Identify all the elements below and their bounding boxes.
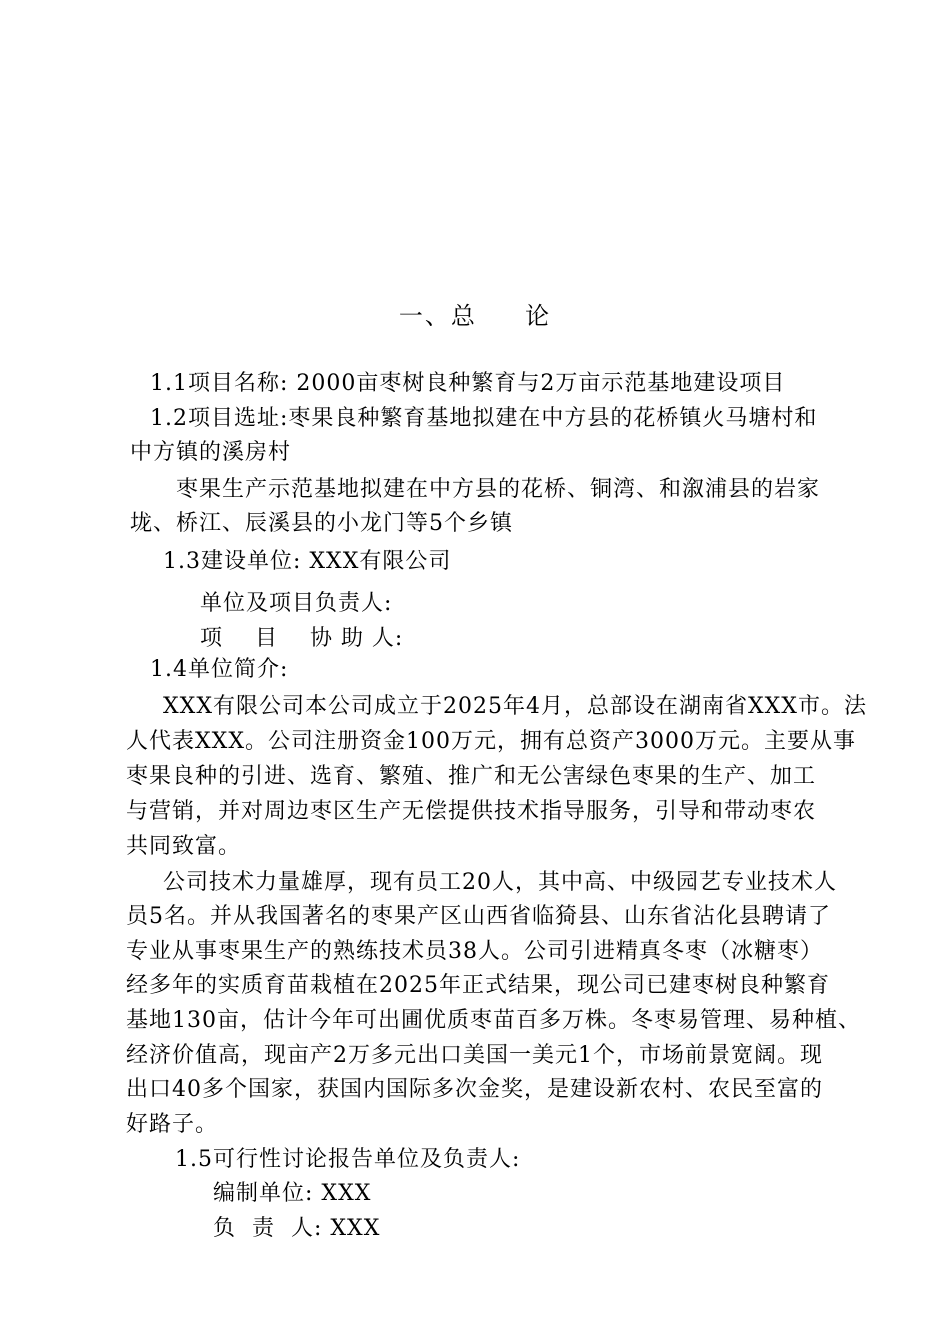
intro-para2-line7: 出口40多个国家，获国内国际多次金奖，是建设新农村、农民至富的: [126, 1077, 823, 1102]
intro-para2-line4: 经多年的实质育苗栽植在2025年正式结果，现公司已建枣树良种繁育: [126, 973, 830, 998]
section-1-1-project-name: 1.1项目名称: 2000亩枣树良种繁育与2万亩示范基地建设项目: [150, 371, 786, 396]
project-assistant: 项 目 协 助 人:: [200, 626, 404, 651]
section-1-2-project-site-line1: 1.2项目选址:枣果良种繁育基地拟建在中方县的花桥镇火马塘村和: [150, 406, 818, 431]
intro-para2-line3: 专业从事枣果生产的熟练技术员38人。公司引进精真冬枣（冰糖枣）: [126, 939, 823, 964]
demo-site-line2: 垅、桥江、辰溪县的小龙门等5个乡镇: [130, 511, 513, 536]
chapter-heading: 一、总 论: [398, 302, 552, 330]
intro-para1-line4: 与营销，并对周边枣区生产无偿提供技术指导服务，引导和带动枣农: [126, 799, 817, 824]
section-1-3-construction-unit: 1.3建设单位: XXX有限公司: [163, 549, 452, 574]
section-1-2-project-site-line2: 中方镇的溪房村: [130, 440, 292, 465]
compiling-unit: 编制单位: XXX: [213, 1181, 372, 1206]
demo-site-line1: 枣果生产示范基地拟建在中方县的花桥、铜湾、和溆浦县的岩家: [176, 477, 821, 502]
intro-para2-line5: 基地130亩，估计今年可出圃优质枣苗百多万株。冬枣易管理、易种植、: [126, 1008, 861, 1033]
intro-para2-line1: 公司技术力量雄厚，现有员工20人，其中高、中级园艺专业技术人: [163, 870, 837, 895]
intro-para1-line5: 共同致富。: [126, 834, 242, 859]
intro-para1-line3: 枣果良种的引进、选育、繁殖、推广和无公害绿色枣果的生产、加工: [126, 764, 817, 789]
unit-project-leader: 单位及项目负责人:: [200, 591, 393, 616]
intro-para2-line8: 好路子。: [126, 1112, 219, 1137]
intro-para1-line1: XXX有限公司本公司成立于2025年4月，总部设在湖南省XXX市。法: [163, 694, 867, 719]
person-in-charge: 负 责 人: XXX: [213, 1216, 381, 1241]
intro-para2-line6: 经济价值高，现亩产2万多元出口美国一美元1个，市场前景宽阔。现: [126, 1043, 823, 1068]
intro-para1-line2: 人代表XXX。公司注册资金100万元，拥有总资产3000万元。主要从事: [126, 729, 856, 754]
intro-para2-line2: 员5名。并从我国著名的枣果产区山西省临猗县、山东省沾化县聘请了: [126, 904, 831, 929]
section-1-5-feasibility-report: 1.5可行性讨论报告单位及负责人:: [175, 1147, 521, 1172]
section-1-4-unit-intro: 1.4单位简介:: [150, 657, 289, 682]
